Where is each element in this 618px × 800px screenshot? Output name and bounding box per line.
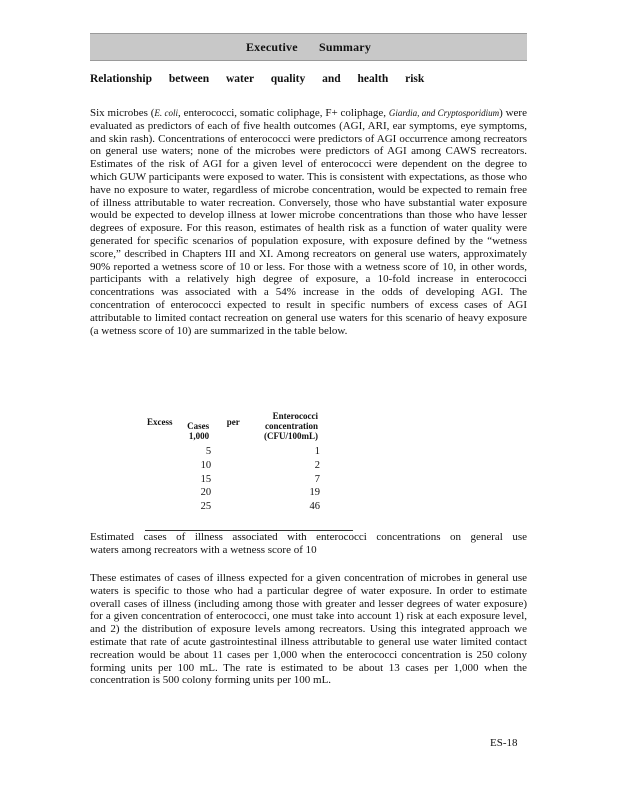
enterococci-table bbox=[145, 411, 320, 514]
cell-cases: 10 bbox=[200, 459, 212, 471]
col-cases-header bbox=[185, 411, 211, 445]
table-row bbox=[145, 459, 320, 473]
paragraph1-mid: , enterococci, somatic coliphage, F+ coliphage, bbox=[178, 107, 389, 119]
col-conc-line3: (CFU/100mL) bbox=[264, 431, 318, 441]
table-caption-line2: waters among recreators with a wetness score of 10 bbox=[90, 544, 317, 556]
risk-table bbox=[145, 411, 320, 514]
paragraph1-rest: ) were evaluated as predictors of each of five health outcomes (AGI, ARI, ear symptoms, eye symptoms, and skin rash). Concentrations of enterococci were predictors of AGI occurrence among recreators on general use waters; none of the microbes were predictors of AGI among CAWS recreators. Estimates of the risk of AGI for a given level of enterococci were dependent on the degree to which GUW participants were exposed to water. This is consistent with expectations, as those who have no exposure to water, regardless of microbe concentration, would be expected to remain free of illness attributable to water recreation. Conversely, those who have substantial water exposure would be expected to develop illness at lower microbe concentrations than those who have lesser degrees of exposure. For this reason, estimates of health risk as a function of water quality were generated for specific scenarios of population exposure, with exposure defined by the “wetness score,” described in Chapters III and XI. Among recreators on general use waters, approximately 90% reported a wetness score of 10 or less. For those with a wetness score of 10, in other words, participants with a relatively high degree of exposure, a 10-fold increase in enterococci concentrations was associated with a 54% increase in the odds of developing AGI. The concentration of enterococci expected to result in specific numbers of excess cases of AGI attributable to limited contact recreation on general use waters for this scenario of heavy exposure (a wetness score of 10) are summarized in the table below. bbox=[90, 107, 527, 337]
col-per-header: per bbox=[226, 417, 240, 427]
table-caption-line1: Estimated cases of illness associated with enterococci concentrations on general use bbox=[90, 531, 527, 543]
cell-concentration: 19 bbox=[309, 487, 320, 499]
cell-concentration: 2 bbox=[314, 459, 320, 471]
section-heading: Relationship between water quality and health risk bbox=[90, 73, 425, 85]
col-cases-label: Cases bbox=[187, 421, 210, 431]
page-number: ES-18 bbox=[490, 737, 518, 749]
cell-concentration: 46 bbox=[309, 501, 320, 513]
paragraph-microbe-predictors bbox=[90, 107, 527, 337]
col-excess-header: Excess bbox=[147, 417, 173, 427]
cell-cases: 15 bbox=[200, 473, 212, 485]
col-conc-line1: Enterococci bbox=[272, 411, 318, 421]
cell-cases: 20 bbox=[200, 487, 212, 499]
table-row bbox=[145, 486, 320, 500]
cell-cases: 25 bbox=[200, 501, 212, 513]
col-cases-sub: 1,000 bbox=[188, 431, 210, 441]
header-bar bbox=[90, 33, 527, 61]
table-row bbox=[145, 500, 320, 514]
paragraph-integrated-estimate: These estimates of cases of illness expected for a given concentration of microbes in general use waters is specific to those who had a particular degree of water exposure. In order to estimate overall cases of illness (including among those with greater and lesser degrees of water exposure) for a given concentration of enterococci, one must take into account 1) risk at each exposure level, and 2) the distribution of exposure levels among recreators. Using this integrated approach we estimate that rate of acute gastrointestinal illness attributable to general use water limited contact recreation would be about 11 cases per 1,000 when the enterococci concentration is 250 colony forming units per 100 mL. The rate is estimated to be about 13 cases per 1,000 when the concentration is 500 colony forming units per 100 mL. bbox=[90, 572, 527, 687]
table-row bbox=[145, 473, 320, 487]
cell-concentration: 1 bbox=[314, 446, 320, 457]
cell-concentration: 7 bbox=[314, 473, 320, 485]
page-title: Executive Summary bbox=[245, 39, 372, 54]
species-ecoli: E. coli bbox=[154, 108, 178, 118]
col-concentration-header bbox=[255, 411, 320, 445]
col-conc-line2: concentration bbox=[265, 421, 318, 431]
cell-cases: 5 bbox=[205, 446, 212, 457]
table-row bbox=[145, 445, 320, 459]
paragraph1-lead: Six microbes ( bbox=[90, 107, 155, 119]
species-giardia-cryptosporidium: Giardia, and Cryptosporidium bbox=[388, 108, 500, 118]
table-header-row bbox=[145, 411, 320, 445]
